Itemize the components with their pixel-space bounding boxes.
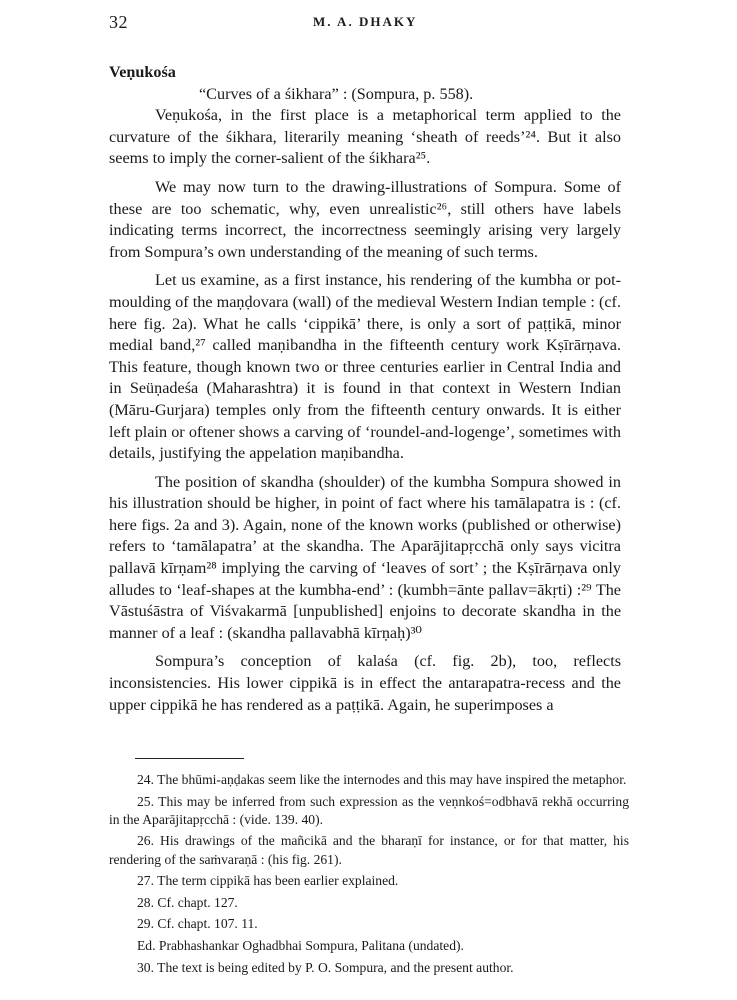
paragraph-1: Veṇukośa, in the first place is a metaphorical term applied to the curvature of the śikhara, literarily meaning ‘sheath of reeds’²⁴. But it also seems to imply the corner-salient of the śikhara²⁵. bbox=[109, 106, 621, 168]
footnote-rule bbox=[135, 758, 244, 759]
footnote-29-edition: Ed. Prabhashankar Oghadbhai Sompura, Palitana (undated). bbox=[137, 937, 464, 953]
entry-term: Veṇukośa bbox=[109, 63, 176, 81]
footnote-30: 30. The text is being edited by P. O. Sompura, and the present author. bbox=[137, 959, 514, 975]
page-number: 32 bbox=[109, 12, 128, 32]
footnote-26: 26. His drawings of the mañcikā and the bharaṇī for instance, or for that matter, his rendering of the saṁvaraṇā : (his fig. 261). bbox=[109, 833, 629, 867]
paragraph-3: Let us examine, as a first instance, his rendering of the kumbha or pot-moulding of the maṇḍovara (wall) of the medieval Western Indian temple : (cf. here fig. 2a). What he calls ‘cippikā’ there, is only a sort of paṭṭikā, minor medial band,²⁷ called maṇibandha in the fifteenth century work Kṣīrārṇava. This feature, though known two or three centuries earlier in Central India and in Seüṇadeśa (Maharashtra) it is found in that context in Western Indian (Māru-Gurjara) temples only from the fifteenth century onwards. It is either left plain or oftener shows a carving of ‘roundel-and-logenge’, sometimes with details, justifying the appelation maṇibandha. bbox=[109, 271, 621, 463]
paragraph-5: Sompura’s conception of kalaśa (cf. fig. 2b), too, reflects inconsistencies. His lower cippikā is in effect the antarapatra-recess and the upper cippikā he has rendered as a paṭṭikā. Again, he superimposes a bbox=[109, 652, 621, 714]
footnote-28: 28. Cf. chapt. 127. bbox=[137, 894, 238, 910]
footnote-27: 27. The term cippikā has been earlier explained. bbox=[137, 873, 399, 889]
footnotes bbox=[109, 771, 629, 980]
body-text bbox=[109, 62, 621, 723]
footnote-25: 25. This may be inferred from such expression as the veṇnkoś=odbhavā rekhā occurring in the Aparājitapṛcchā : (vide. 139. 40). bbox=[109, 793, 629, 827]
running-head: M. A. DHAKY bbox=[313, 14, 418, 29]
entry-quote: “Curves of a śikhara” : (Sompura, p. 558). bbox=[199, 84, 474, 103]
footnote-24: 24. The bhūmi-aṇḍakas seem like the internodes and this may have inspired the metaphor. bbox=[137, 772, 627, 787]
paragraph-4: The position of skandha (shoulder) of the kumbha Sompura showed in his illustration should be higher, in point of fact where his tamālapatra is : (cf. here figs. 2a and 3). Again, none of the known works (published or otherwise) refers to ‘tamālapatra’ at the skandha. The Aparājitapṛcchā only says vicitra pallavā kīrṇam²⁸ implying the carving of ‘leaves of sort’ ; the Kṣīrārṇava only alludes to ‘leaf-shapes at the kumbha-end’ : (kumbh=ānte pallav=ākṛti) :²⁹ The Vāstuśāstra of Viśvakarmā [unpublished] enjoins to decorate skandha in the manner of a leaf : (skandha pallavabhā kīrṇaḥ)³⁰ bbox=[109, 472, 621, 642]
footnote-29: 29. Cf. chapt. 107. 11. bbox=[137, 916, 258, 932]
paragraph-2: We may now turn to the drawing-illustrations of Sompura. Some of these are too schematic, why, even unrealistic²⁶, still others have labels indicating terms incorrect, the incorrectness seemingly arising very largely from Sompura’s own understanding of the meaning of such terms. bbox=[109, 177, 621, 261]
